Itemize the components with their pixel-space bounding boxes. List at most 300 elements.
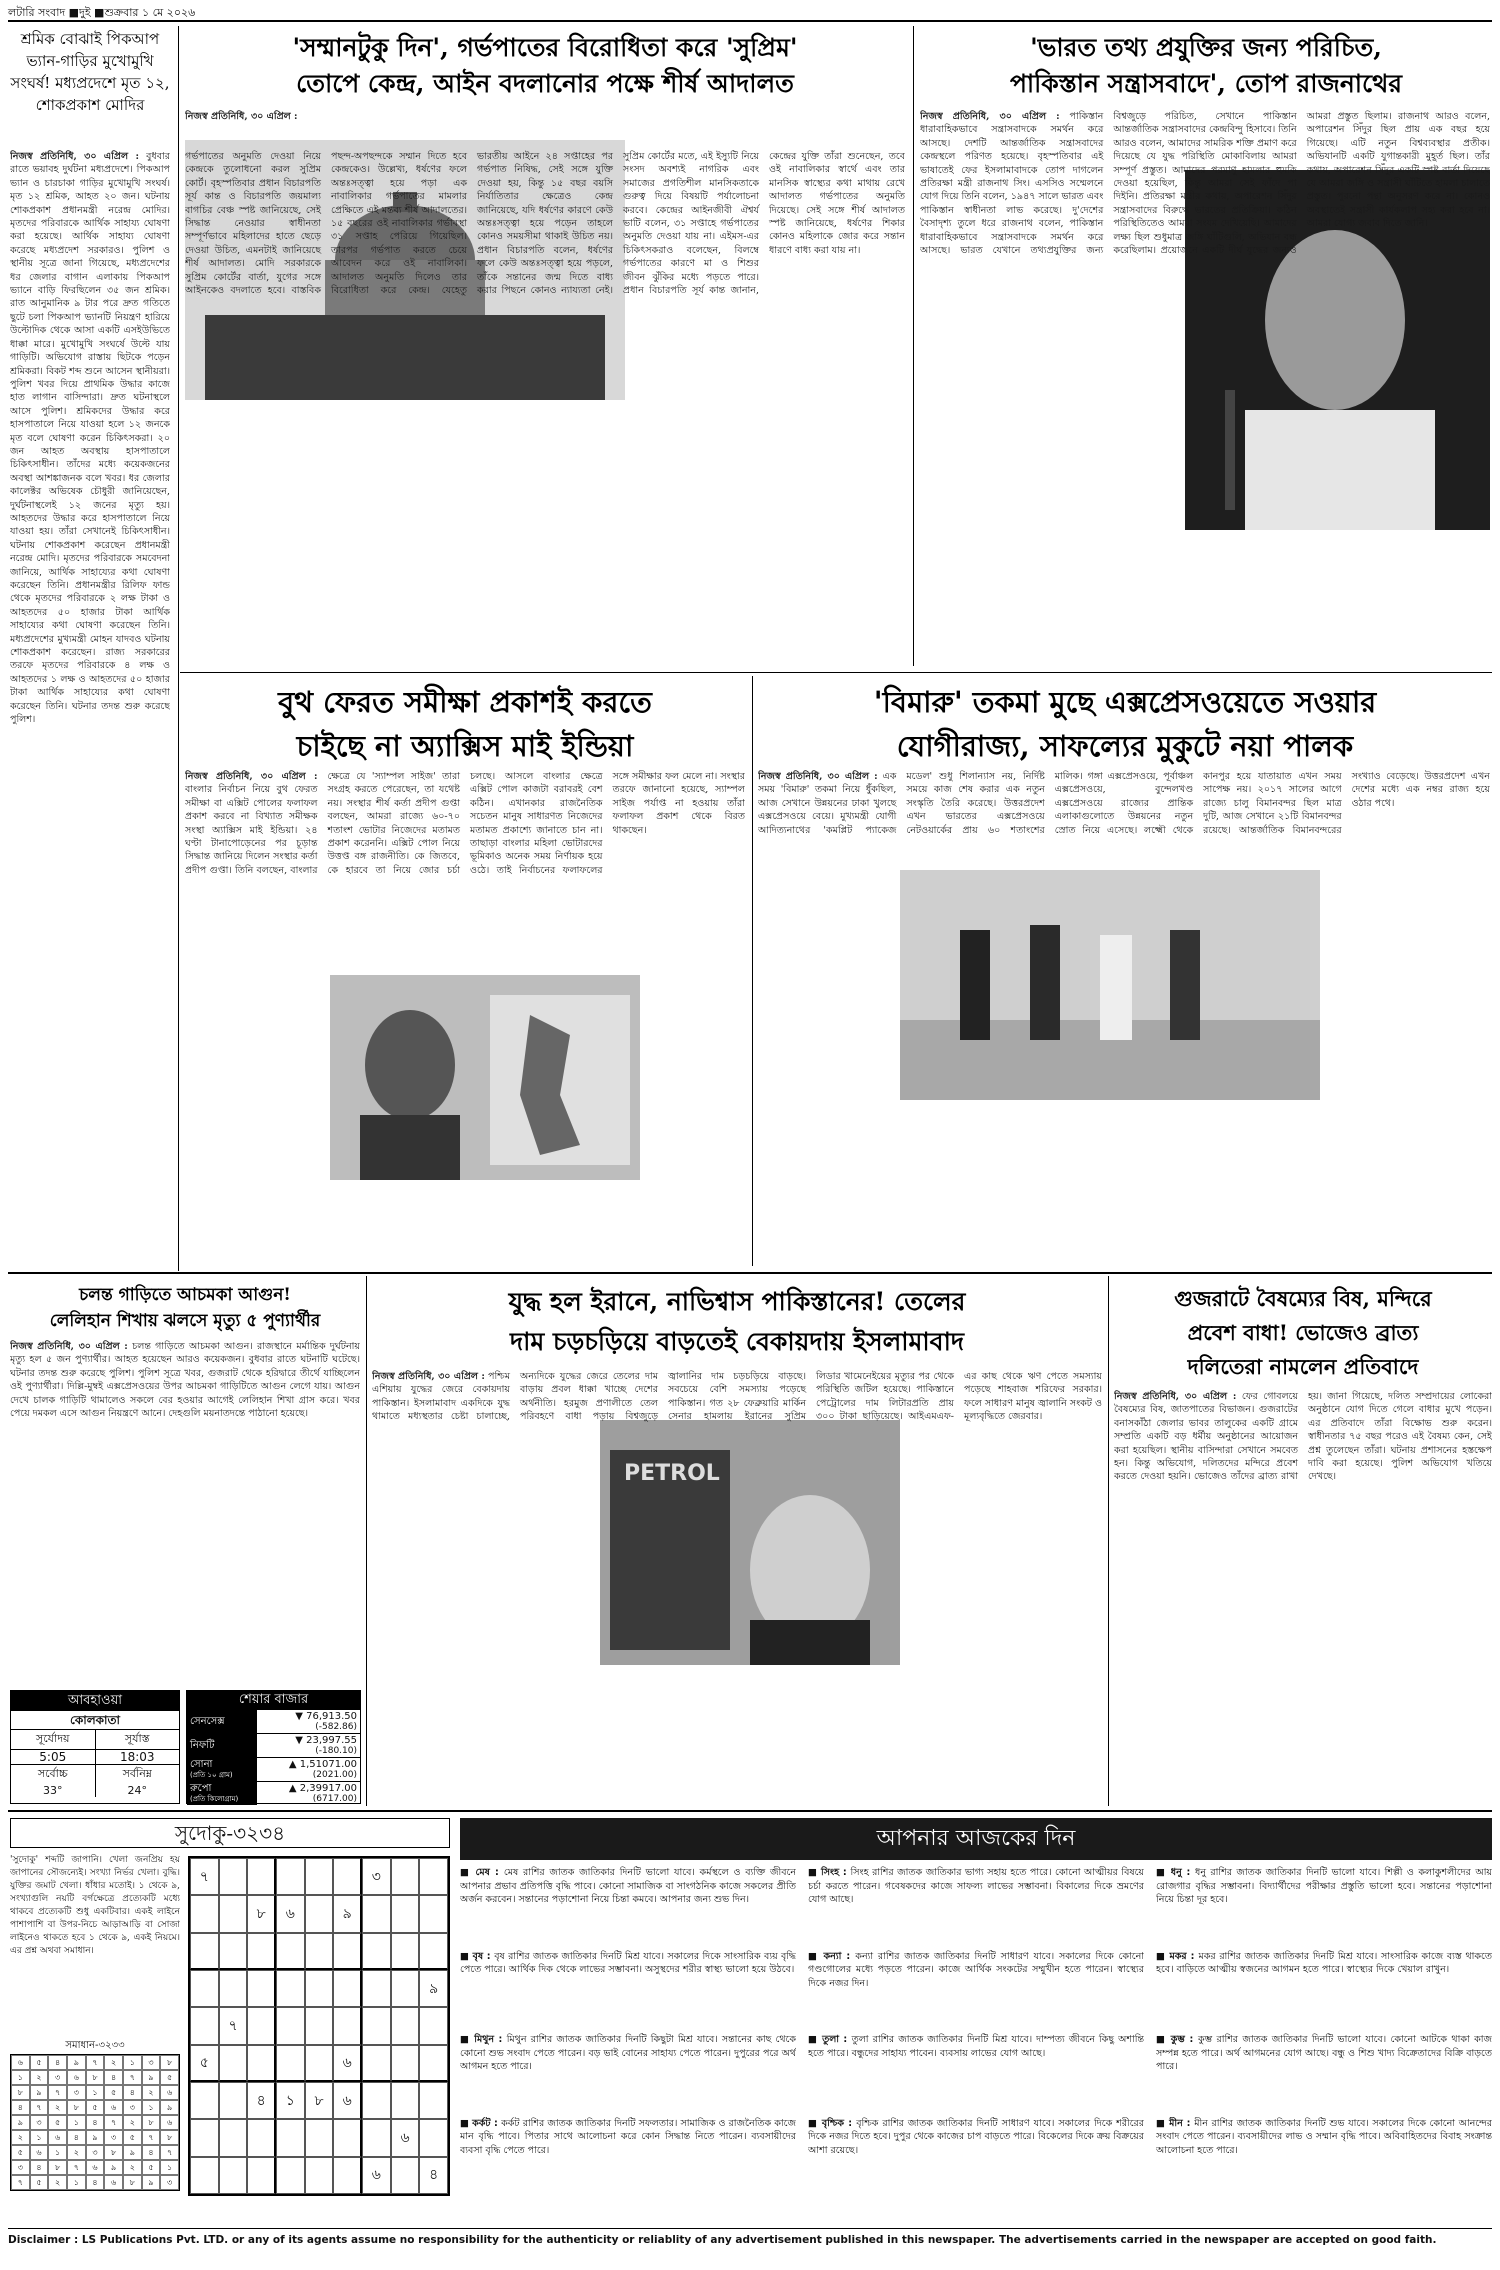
horoscope-sign — [460, 2117, 796, 2197]
sudoku-cell[interactable] — [305, 2119, 334, 2156]
sudoku-puzzle-grid[interactable] — [188, 1856, 450, 2196]
sudoku-cell[interactable] — [247, 1933, 276, 1970]
market-rows — [187, 1709, 360, 1805]
horoscope-sign — [460, 2033, 796, 2113]
sudoku-cell[interactable] — [276, 1933, 305, 1970]
sudoku-cell[interactable]: ৬ — [333, 2045, 362, 2082]
sudoku-cell[interactable]: ৪ — [247, 2082, 276, 2119]
square-bullet-icon: ■ — [1156, 1867, 1171, 1878]
horoscope-sign — [1156, 1950, 1492, 2030]
solution-cell: ৬ — [104, 2100, 123, 2115]
square-bullet-icon: ■ — [1156, 2034, 1171, 2045]
sudoku-cell[interactable] — [419, 1858, 448, 1895]
sudoku-cell[interactable] — [276, 1858, 305, 1895]
column-divider — [178, 26, 179, 1271]
square-bullet-icon: ■ — [460, 1950, 473, 1962]
rajnath-body-text: পাকিস্তান ধারাবাহিকভাবে সন্ত্রাসবাদকে সমর্থন করে আসছে। দেশটি আন্তর্জাতিক সন্ত্রাসবাদের কেন্দ্রস্থলে পরিণত হয়েছে। বৃহস্পতিবার এই ভাষাতেই ফের ইসলামাবাদকে তোপ দাগলেন প্রতিরক্ষা মন্ত্রী রাজনাথ সিং। এসসিও সম্মেলনে যোগ দিয়ে তিনি বলেন, ১৯৪৭ সালে ভারত এবং পাকিস্তান স্বাধীনতা লাভ করেছে। দু'দেশের বৈসাদৃশ্য তুলে ধরে রাজনাথ বলেন, পাকিস্তান ধারাবাহিকভাবে সন্ত্রাসবাদকে সমর্থন করে আসছে। ভারত যেখানে তথ্যপ্রযুক্তির জন্য বিশ্বজুড়ে পরিচিত, সেখানে পাকিস্তান আন্তর্জাতিক সন্ত্রাসবাদের কেন্দ্রবিন্দু হিসাবে। তিনি আরও বলেন, আমাদের সামরিক শক্তি প্রমাণ করে দিয়েছে যে যুদ্ধ পরিস্থিতি মোকাবিলায় আমরা সম্পূর্ণ প্রস্তুত। আমাদের পরমাণু হামলার হুমকি দেওয়া হয়েছিল, কিন্তু আমরা সেই ফাঁদে পা দিইনি। প্রতিরক্ষা মন্ত্রীর কথায়, অপারেশন সিঁদুর সন্ত্রাসবাদের বিরুদ্ধে ভারতের প্রতিক্রিয়া। কঠিন পরিস্থিতিতেও আমরা সংযম দেখিয়েছি। আমাদের লক্ষ্য ছিল শুধুমাত্র জঙ্গি ঘাঁটিগুলি, অভিযান বন্ধ করেছিলাম। প্রয়োজনে একটি দীর্ঘ যুদ্ধের জন্যও আমরা প্রস্তুত ছিলাম। রাজনাথ আরও বলেন, অপারেশন সিঁদুর ছিল প্রায় এক বছর হয়ে গিয়েছে। এটি নতুন বিশ্বব্যবস্থার প্রতীক। অভিযানটি একটি যুগান্তকারী মুহূর্ত ছিল। তাঁর কথায়, অপারেশন সিঁদুর একটি স্পষ্ট বার্তা দিয়েছে যে আমরা জঙ্গি ও সন্ত্রাসী ঘাঁটিতে হামলা চালাতে প্রস্তুত। পুরনো পন্থা অনুসরণ করে না। কোনও অবস্থাতেই সন্ত্রাসী কার্যকলাপ সহ্য করা হবে না। আমরা যোগ্য জবাব দিতে জানি। — [920, 111, 1490, 257]
sudoku-cell[interactable] — [362, 1933, 391, 1970]
yogi-headline-line-2: যোগীরাজ্য, সাফল্যের মুকুটে নয়া পালক — [896, 729, 1354, 763]
solution-cell: ১ — [11, 2070, 30, 2085]
sudoku-cell[interactable] — [247, 1970, 276, 2007]
sudoku-cell[interactable]: ৮ — [305, 2082, 334, 2119]
market-change: (2021.00) — [312, 1769, 357, 1780]
column-divider — [752, 676, 753, 1266]
solution-cell: ২ — [30, 2070, 49, 2085]
sudoku-cell[interactable] — [333, 2119, 362, 2156]
solution-cell: ৩ — [86, 2145, 105, 2160]
horoscope-sign — [1156, 1866, 1492, 1946]
fire-body-text: চলন্ত গাড়িতে আচমকা আগুন। রাজস্থানে মর্মান্তিক দুর্ঘটনায় মৃত্যু হল ৫ জন পুণ্যার্থীর। আহত হয়েছেন আরও কয়েকজন। বুধবার রাতে ঘটনাটি ঘটেছে। ঘটনার তদন্ত শুরু করেছে পুলিশ। পুলিশ সূত্রে খবর, গুজরাট থেকে হরিদ্বারে তীর্থে যাচ্ছিলেন ওই পুণ্যার্থীরা। দিল্লি-মুম্বই এক্সপ্রেসওয়ের উপর আচমকা গাড়িটিতে আগুন লেগে যায়। আগুন দেখে চালক গাড়িটি থামালেও সকলে বের হওয়ার আগেই লেলিহান শিখা গ্রাস করে। খবর পেয়ে দমকল এসে আগুন নিয়ন্ত্রণে আনে। দেহগুলি ময়নাতদন্তে পাঠানো হয়েছে। — [10, 1341, 360, 1420]
sudoku-cell[interactable] — [305, 2007, 334, 2044]
solution-cell: ৩ — [48, 2070, 67, 2085]
column-divider — [913, 26, 914, 666]
solution-cell: ৭ — [67, 2160, 86, 2175]
horoscope-sign — [808, 2033, 1144, 2113]
solution-cell: ৫ — [160, 2070, 179, 2085]
solution-cell: ৪ — [86, 2175, 105, 2190]
sudoku-cell[interactable] — [219, 1970, 248, 2007]
square-bullet-icon: ■ — [808, 1950, 824, 1962]
sudoku-cell[interactable] — [419, 2119, 448, 2156]
horoscope-sign-name: কর্কট : — [472, 2117, 502, 2129]
solution-cell: ৮ — [104, 2145, 123, 2160]
sudoku-cell[interactable] — [362, 2007, 391, 2044]
solution-cell: ৮ — [142, 2115, 161, 2130]
horoscope-sign-text: বৃশ্চিক রাশির জাতক জাতিকার দিনটি সাধারণ যাবে। সকালের দিকে শরীরের দিকে নজর দিতে হবে। দুপুর থেকে কাজের চাপ বাড়তে পারে। বিকেলের দিকে ক্রয় বিক্রয়ের আশা রয়েছে। — [808, 2117, 1144, 2156]
solution-cell: ৭ — [160, 2145, 179, 2160]
sudoku-cell[interactable] — [419, 2045, 448, 2082]
sudoku-cell[interactable] — [190, 2157, 219, 2194]
solution-cell: ৩ — [104, 2130, 123, 2145]
market-label-sub: (প্রতি ১০ গ্রাম) — [190, 1770, 233, 1779]
sudoku-cell[interactable] — [190, 2082, 219, 2119]
page-masthead: লটারি সংবাদ ■দুই ■শুক্রবার ১ মে ২০২৬ — [8, 6, 196, 19]
horoscope-sign-text: কুম্ভ রাশির জাতক জাতিকার দিনটি ভালো যাবে। কোনো আটকে থাকা কাজ সম্পন্ন হতে পারে। অর্থ আগমনের যোগ আছে। বন্ধু ও শিশু খাদ্য বিক্রেতাদের বিক্রি বাড়তে পারে। — [1156, 2034, 1492, 2073]
market-label — [187, 1710, 257, 1733]
sudoku-cell[interactable]: ৬ — [362, 2157, 391, 2194]
solution-cell: ৮ — [160, 2055, 179, 2070]
triangle-up-icon: ▲ — [288, 1782, 300, 1794]
triangle-down-icon: ▼ — [295, 1734, 307, 1746]
exit-poll-headline-line-2: চাইছে না অ্যাক্সিস মাই ইন্ডিয়া — [296, 729, 634, 763]
solution-cell: ৮ — [48, 2160, 67, 2175]
solution-cell: ৬ — [67, 2070, 86, 2085]
square-bullet-icon: ■ — [1156, 1950, 1170, 1962]
rajnath-headline-line-2: পাকিস্তান সন্ত্রাসবাদে', তোপ রাজনাথের — [1009, 69, 1403, 98]
square-bullet-icon: ■ — [460, 2034, 475, 2045]
solution-cell: ৮ — [160, 2130, 179, 2145]
sudoku-cell[interactable] — [362, 1970, 391, 2007]
horoscope-sign-name: মীন : — [1169, 2117, 1195, 2129]
horoscope-sign — [1156, 2033, 1492, 2113]
sudoku-cell[interactable] — [419, 2007, 448, 2044]
gujarat-byline: নিজস্ব প্রতিনিধি, ৩০ এপ্রিল : — [1114, 1391, 1237, 1402]
market-label-sub: (প্রতি কিলোগ্রাম) — [190, 1794, 239, 1803]
horoscope-sign-text: কন্যা রাশির জাতক জাতিকার দিনটি সাধারণ যাবে। সকালের দিকে কোনো গণ্ডগোলের মধ্যে পড়তে পারেন। কাজে আর্থিক সংকটের সম্মুখীন হতে পারেন। স্বাস্থ্যের দিকে নজর দিন। — [808, 1950, 1144, 1989]
market-row — [187, 1757, 360, 1781]
market-label — [187, 1758, 257, 1781]
side-story-body — [10, 150, 170, 1260]
section-rule — [8, 1272, 1492, 1274]
sudoku-cell[interactable] — [305, 1933, 334, 1970]
solution-cell: ৩ — [30, 2115, 49, 2130]
sudoku-cell[interactable] — [276, 2045, 305, 2082]
exit-poll-byline: নিজস্ব প্রতিনিধি, ৩০ এপ্রিল : — [185, 771, 318, 782]
sudoku-cell[interactable] — [219, 2082, 248, 2119]
sudoku-cell[interactable] — [333, 1858, 362, 1895]
iran-headline — [372, 1282, 1102, 1362]
triangle-down-icon: ▼ — [295, 1710, 307, 1722]
sudoku-cell[interactable] — [247, 2157, 276, 2194]
fire-byline: নিজস্ব প্রতিনিধি, ৩০ এপ্রিল : — [10, 1341, 128, 1352]
sudoku-cell[interactable] — [190, 1895, 219, 1932]
sudoku-cell[interactable] — [391, 1895, 420, 1932]
iran-body-text: পশ্চিম এশিয়ায় যুদ্ধের জেরে বেকায়দায় পাকিস্তান। ইসলামাবাদ একদিকে যুদ্ধ থামাতে মধ্যস্থতার চেষ্টা চালাচ্ছে, অন্যদিকে যুদ্ধের জেরে তেলের দাম বাড়ায় প্রবল ধাক্কা খাচ্ছে দেশের অর্থনীতি। হরমুজ প্রণালীতে তেল পরিবহণে বাধা পড়ায় বিশ্বজুড়ে জ্বালানির দাম চড়চড়িয়ে বাড়ছে। সবচেয়ে বেশি সমস্যায় পড়েছে পাকিস্তান। গত ২৮ ফেব্রুয়ারি মার্কিন সেনার হামলায় ইরানের সুপ্রিম লিডার খামেনেইয়ের মৃত্যুর পর থেকে পরিস্থিতি জটিল হয়েছে। পাকিস্তানে পেট্রোলের দাম লিটারপ্রতি প্রায় ৩০০ টাকা ছাড়িয়েছে। আইএমএফ-এর কাছ থেকে ঋণ পেতে সমস্যায় পড়েছে শাহবাজ শরিফের সরকার। ফলে সাধারণ মানুষ জ্বালানি সংকট ও মূল্যবৃদ্ধিতে জেরবার। — [372, 1371, 1102, 1423]
solution-cell: ৫ — [142, 2160, 161, 2175]
rajnath-byline: নিজস্ব প্রতিনিধি, ৩০ এপ্রিল : — [920, 111, 1060, 122]
solution-cell: ৪ — [86, 2115, 105, 2130]
square-bullet-icon: ■ — [460, 1867, 476, 1878]
horoscope-grid — [460, 1866, 1492, 2196]
square-bullet-icon: ■ — [808, 2034, 823, 2045]
sudoku-cell[interactable] — [276, 2119, 305, 2156]
sudoku-cell[interactable] — [362, 2119, 391, 2156]
fire-headline-line-2: লেলিহান শিখায় ঝলসে মৃত্যু ৫ পুণ্যার্থীর — [49, 1311, 321, 1331]
solution-cell: ৫ — [11, 2145, 30, 2160]
disclaimer: Disclaimer : LS Publications Pvt. LTD. or any of its agents assume no responsibility for the authenticity or reliablity of any advertisement published in this newspaper. The advertisements carried in the newspaper are accepted on good faith. — [8, 2228, 1492, 2252]
sudoku-cell[interactable] — [305, 2045, 334, 2082]
yogi-headline-line-1: 'বিমারু' তকমা মুছে এক্সপ্রেসওয়েতে সওয়ার — [873, 685, 1377, 719]
solution-cell: ৭ — [104, 2115, 123, 2130]
solution-cell: ২ — [67, 2145, 86, 2160]
weather-box — [10, 1690, 180, 1804]
horoscope-sign-name: বৃষ : — [472, 1950, 495, 1962]
sudoku-cell[interactable] — [305, 1970, 334, 2007]
sudoku-cell[interactable] — [333, 2157, 362, 2194]
horoscope-sign-name: ধনু : — [1170, 1867, 1195, 1878]
sudoku-cell[interactable] — [419, 1895, 448, 1932]
rajnath-headline-line-1: 'ভারত তথ্য প্রযুক্তির জন্য পরিচিত, — [1030, 33, 1382, 62]
yogi-byline: নিজস্ব প্রতিনিধি, ৩০ এপ্রিল : — [758, 771, 878, 782]
sudoku-cell[interactable] — [362, 2045, 391, 2082]
rajnath-body — [920, 110, 1490, 665]
solution-cell: ৬ — [48, 2130, 67, 2145]
section-rule — [180, 672, 1492, 673]
gujarat-headline-line-3: দলিতেরা নামলেন প্রতিবাদে — [1187, 1354, 1419, 1379]
market-label-text: রুপো — [190, 1782, 212, 1794]
sudoku-cell[interactable] — [219, 2119, 248, 2156]
solution-cell: ৫ — [30, 2055, 49, 2070]
horoscope-sign-text: তুলা রাশির জাতক জাতিকার দিনটি মিশ্র যাবে। দাম্পত্য জীবনে কিছু অশান্তি হতে পারে। বন্ধুদের সাহায্য পাবেন। ব্যবসায় লাভের যোগ আছে। — [808, 2034, 1144, 2059]
horoscope-sign-name: মেষ : — [475, 1867, 504, 1878]
sudoku-cell[interactable] — [219, 1858, 248, 1895]
sc-headline-line-1: 'সম্মানটুকু দিন', গর্ভপাতের বিরোধিতা করে 'সুপ্রিম' — [292, 33, 798, 62]
section-rule — [8, 1810, 1492, 1812]
solution-cell: ৭ — [11, 2175, 30, 2190]
weather-title: আবহাওয়া — [11, 1691, 179, 1711]
solution-cell: ৯ — [142, 2070, 161, 2085]
market-label — [187, 1734, 257, 1757]
solution-cell: ৮ — [67, 2100, 86, 2115]
solution-cell: ৫ — [104, 2085, 123, 2100]
horoscope-sign-text: সিংহ রাশির জাতক জাতিকার ভাগ্য সহায় হতে পারে। কোনো আত্মীয়র বিষয়ে চর্চা করতে পারেন। গবেষকদের কাজে সাফল্য লাভের সম্ভাবনা। বিকালের দিকে ভ্রমণের যোগ আছে। — [808, 1867, 1144, 1906]
solution-cell: ৯ — [11, 2115, 30, 2130]
solution-cell: ৫ — [86, 2100, 105, 2115]
column-divider — [366, 1276, 367, 1806]
solution-cell: ৯ — [142, 2175, 161, 2190]
horoscope-sign-text: ধনু রাশির জাতক জাতিকার দিনটি ভালো যাবে। শিল্পী ও কলাকুশলীদের আয় রোজগার বৃদ্ধির সম্ভাবনা। বিদ্যার্থীদের পরীক্ষার প্রস্তুতি ভালো হবে। সন্তানের পড়াশোনা নিয়ে চিন্তা দূর হবে। — [1156, 1867, 1492, 1906]
svg-text:PETROL: PETROL — [624, 1461, 720, 1486]
sudoku-cell[interactable] — [247, 1858, 276, 1895]
horoscope-sign-text: মেষ রাশির জাতক জাতিকার দিনটি ভালো যাবে। কর্মস্থলে ও ব্যক্তি জীবনে আপনার প্রভাব প্রতিপত্তি বৃদ্ধি পাবে। কোনো সামাজিক বা সাংগঠনিক কাজে সকলের প্রীতি অর্জন করবেন। সন্তানের পড়াশোনা নিয়ে চিন্তা কমবে। আপনার জন্য শুভ দিন। — [460, 1867, 796, 1906]
market-row — [187, 1781, 360, 1805]
horoscope-sign — [460, 1950, 796, 2030]
solution-cell: ৫ — [30, 2175, 49, 2190]
solution-cell: ৪ — [11, 2100, 30, 2115]
horoscope-sign — [808, 1866, 1144, 1946]
side-story-text: বুধবার রাতে ভয়াবহ দুর্ঘটনা মধ্যপ্রদেশে। পিকআপ ভ্যান ও চারচাকা গাড়ির মুখোমুখি সংঘর্ষ। মৃত ১২ শ্রমিক, আহত ২০ জন। ঘটনায় শোকপ্রকাশ প্রধানমন্ত্রী নরেন্দ্র মোদির। মৃতদের পরিবারকে আর্থিক সাহায্য ঘোষণা করা হয়েছে। আর্থিক সাহায্য ঘোষণা করেছে মধ্যপ্রদেশ সরকারও। পুলিশ ও স্থানীয় সূত্রে জানা গিয়েছে, মধ্যপ্রদেশের ধর জেলার বাগান এলাকায় পিকআপ ভ্যানে বাড়ি ফিরছিলেন ৩৫ জন শ্রমিক। রাত আনুমানিক ৯ টার পরে দ্রুত গতিতে ছুটে চলা পিকআপ ভ্যানটি নিয়ন্ত্রণ হারিয়ে উল্টোদিক থেকে আসা একটি এসইউভিতে ধাক্কা মারে। মুখোমুখি সংঘর্ষে উল্টে যায় গাড়িটি। অভিযোগ রাস্তায় ছিটকে পড়েন শ্রমিকরা। বিকট শব্দ শুনে আসেন স্থানীয়রা। পুলিশ খবর দিয়ে প্রাথমিক উদ্ধার কাজে হাত লাগান বাসিন্দারা। দ্রুত ঘটনাস্থলে আসে পুলিশ। শ্রমিকদের উদ্ধার করে হাসপাতালে নিয়ে যাওয়া হলে ১২ জনকে মৃত বলে ঘোষণা করেন চিকিৎসকরা। ২০ জন আহত অবস্থায় হাসপাতালে চিকিৎসাধীন। তাঁদের মধ্যে কয়েকজনের অবস্থা আশঙ্কাজনক বলে খবর। ধর জেলার কালেক্টর অভিষেক চৌধুরী জানিয়েছেন, দুর্ঘটনাস্থলেই ১২ জনের মৃত্যু হয়। আহতদের উদ্ধার করে হাসপাতালে নিয়ে যাওয়া হয়। তাঁরা সেখানেই চিকিৎসাধীন। ঘটনায় শোকপ্রকাশ করেছেন প্রধানমন্ত্রী নরেন্দ্র মোদি। মৃতদের পরিবারকে সমবেদনা জানিয়ে, আর্থিক সাহায্যের কথা ঘোষণা করেছেন তিনি। প্রধানমন্ত্রীর রিলিফ ফান্ড থেকে মৃতদের পরিবারকে ২ লক্ষ টাকা ও আহতদের ৫০ হাজার টাকা আর্থিক সাহায্যের কথা ঘোষণা করেছেন তিনি। মধ্যপ্রদেশের মুখ্যমন্ত্রী মোহন যাদবও ঘটনায় শোকপ্রকাশ করেছেন। রাজ্য সরকারের তরফে মৃতদের পরিবারকে ৪ লক্ষ ও আহতদের ১ লক্ষ ও আহতদের ৫০ হাজার টাকা আর্থিক সাহায্যের কথা ঘোষণা করেছেন তিনি। ঘটনার তদন্ত শুরু করেছে পুলিশ। — [10, 151, 170, 726]
solution-cell: ৪ — [48, 2055, 67, 2070]
market-row — [187, 1733, 360, 1757]
solution-cell: ১ — [67, 2175, 86, 2190]
sudoku-cell[interactable]: ৪ — [419, 2157, 448, 2194]
sudoku-cell[interactable]: ১ — [276, 2082, 305, 2119]
sudoku-cell[interactable]: ৬ — [276, 1895, 305, 1932]
horoscope-sign-text: মিথুন রাশির জাতক জাতিকার দিনটি কিছুটা মিশ্র যাবে। সন্তানের কাছ থেকে কোনো শুভ সংবাদ পেতে পারেন। বড় ভাই বোনের সাহায্য পেতে পারেন। দুপুরের পরে অর্থ আগমন হতে পারে। — [460, 2034, 796, 2073]
market-title: শেয়ার বাজার — [187, 1691, 360, 1709]
sudoku-cell[interactable] — [333, 1933, 362, 1970]
sudoku-cell[interactable] — [333, 1970, 362, 2007]
sudoku-cell[interactable] — [276, 1970, 305, 2007]
sudoku-cell[interactable]: ৩ — [362, 1858, 391, 1895]
horoscope-sign-name: সিংহ : — [821, 1867, 851, 1878]
solution-cell: ৯ — [160, 2100, 179, 2115]
sudoku-cell[interactable] — [391, 1970, 420, 2007]
sunset-time: 18:03 — [119, 1750, 155, 1764]
solution-cell: ২ — [48, 2175, 67, 2190]
market-value: 1,51071.00 — [299, 1758, 357, 1770]
horoscope-sign-name: তুলা : — [822, 2034, 852, 2045]
horoscope-title: আপনার আজকের দিন — [460, 1818, 1492, 1860]
fire-body — [10, 1340, 360, 1680]
solution-cell: ৭ — [142, 2130, 161, 2145]
sudoku-cell[interactable] — [391, 2157, 420, 2194]
solution-cell: ৯ — [86, 2130, 105, 2145]
sudoku-cell[interactable] — [190, 2119, 219, 2156]
sudoku-cell[interactable] — [190, 2007, 219, 2044]
sudoku-cell[interactable] — [219, 2157, 248, 2194]
sudoku-cell[interactable] — [362, 2082, 391, 2119]
sudoku-cell[interactable] — [362, 1895, 391, 1932]
sunrise-time: 5:05 — [11, 1750, 96, 1764]
min-temp: 24° — [127, 1784, 147, 1797]
solution-cell: ৮ — [123, 2175, 142, 2190]
solution-cell: ৯ — [104, 2160, 123, 2175]
iran-byline: নিজস্ব প্রতিনিধি, ৩০ এপ্রিল : — [372, 1371, 485, 1382]
horoscope-sign — [808, 2117, 1144, 2197]
sudoku-cell[interactable] — [305, 1858, 334, 1895]
sc-byline: নিজস্ব প্রতিনিধি, ৩০ এপ্রিল : — [185, 111, 298, 122]
solution-cell: ২ — [48, 2100, 67, 2115]
horoscope-sign-name: কন্যা : — [823, 1950, 856, 1962]
market-change: (-180.10) — [315, 1745, 357, 1756]
solution-cell: ৩ — [160, 2175, 179, 2190]
horoscope-sign — [460, 1866, 796, 1946]
solution-cell: ২ — [11, 2130, 30, 2145]
solution-cell: ৬ — [11, 2055, 30, 2070]
horoscope-sign-name: মকর : — [1169, 1950, 1199, 1962]
market-row — [187, 1709, 360, 1733]
yogi-headline — [758, 680, 1492, 768]
solution-cell: ৪ — [104, 2070, 123, 2085]
rajnath-headline — [920, 30, 1492, 102]
solution-cell: ১ — [30, 2130, 49, 2145]
solution-cell: ৪ — [67, 2130, 86, 2145]
solution-cell: ৪ — [123, 2085, 142, 2100]
solution-cell: ৩ — [123, 2100, 142, 2115]
horoscope-sign-text: মীন রাশির জাতক জাতিকার দিনটি শুভ যাবে। সকালের দিকে কোনো আনন্দের সংবাদ পেতে পারেন। ব্যবসায়ীদের লাভ ও সম্মান বৃদ্ধি পাবে। অবিবাহিতদের বিবাহ সংক্রান্ত আলোচনা হতে পারে। — [1156, 2117, 1492, 2156]
exit-poll-body-text: বাংলার নির্বাচন নিয়ে বুথ ফেরত সমীক্ষা বা এক্সিট পোলের ফলাফল প্রকাশ করবে না বিখ্যাত সমীক্ষক সংস্থা অ্যাক্সিস মাই ইন্ডিয়া। ২৪ ঘণ্টা টানাপোড়েনের পর চূড়ান্ত সিদ্ধান্ত জানিয়ে দিলেন সংস্থার কর্তা প্রদীপ গুপ্তা। তিনি বলছেন, বাংলার ক্ষেত্রে যে 'স্যাম্পল সাইজ' তারা সংগ্রহ করতে পেরেছেন, তা যথেষ্ট নয়। সংস্থার শীর্ষ কর্তা প্রদীপ গুপ্তা বলছেন, আমরা রাজ্যে ৬০-৭০ শতাংশ ভোটার নিজেদের মতামত প্রকাশ করেননি। এক্সিট পোল নিয়ে উত্তপ্ত বঙ্গ রাজনীতি। কে জিতবে, কে হারবে তা নিয়ে জোর চর্চা চলছে। আসলে বাংলার ক্ষেত্রে এক্সিট পোল কাজটা বরাবরই বেশ কঠিন। এখানকার রাজনৈতিক সচেতন মানুষ সাধারণত নিজেদের মতামত প্রকাশ্যে জানাতে চান না। তাছাড়া বাংলার মহিলা ভোটারদের ভূমিকাও অনেক সময় নির্ণায়ক হয়ে ওঠে। তাই নির্বাচনের ফলাফলের সঙ্গে সমীক্ষার ফল মেলে না। সংস্থার তরফে জানানো হয়েছে, স্যাম্পল সাইজ পর্যাপ্ত না হওয়ায় তাঁরা ফলাফল প্রকাশ থেকে বিরত থাকছেন। — [185, 771, 745, 876]
horoscope-sign-name: মিথুন : — [474, 2034, 507, 2045]
sudoku-cell[interactable]: ৬ — [333, 2082, 362, 2119]
exit-poll-body — [185, 770, 745, 1270]
sudoku-cell[interactable] — [247, 2007, 276, 2044]
solution-cell: ১ — [48, 2145, 67, 2160]
sudoku-cell[interactable]: ৭ — [190, 1858, 219, 1895]
solution-cell: ১ — [160, 2160, 179, 2175]
solution-cell: ৩ — [142, 2055, 161, 2070]
market-label-text: সোনা — [190, 1758, 213, 1770]
sudoku-cell[interactable] — [391, 2007, 420, 2044]
horoscope-sign — [808, 1950, 1144, 2030]
sunset-label: সূর্যাস্ত — [124, 1732, 150, 1745]
solution-cell: ২ — [123, 2115, 142, 2130]
max-temp-label: সর্বোচ্চ — [37, 1767, 68, 1780]
horoscope-sign — [1156, 2117, 1492, 2197]
square-bullet-icon: ■ — [808, 1867, 821, 1878]
masthead-rule — [8, 20, 1492, 22]
sc-body-text: গর্ভপাতের অনুমতি দেওয়া নিয়ে কেন্দ্রকে তুলোধনো করল সুপ্রিম কোর্ট। বৃহস্পতিবার প্রধান বিচারপতি সূর্য কান্ত ও বিচারপতি জয়মাল্য বাগচির বেঞ্চ স্পষ্ট জানিয়েছে, সেই সিদ্ধান্ত নেওয়ার স্বাধীনতা সম্পূর্ণভাবে মহিলাদের হাতে ছেড়ে দেওয়া উচিত, এমনটাই জানিয়েছে শীর্ষ আদালত। মোদি সরকারকে সুপ্রিম কোর্টের বার্তা, যুগের সঙ্গে আইনকেও বদলাতে হবে। বাস্তবিক পছন্দ-অপছন্দকে সম্মান দিতে হবে কেন্দ্রকেও। উল্লেখ্য, ধর্ষণের ফলে অন্তঃসত্ত্বা হয়ে পড়া এক নাবালিকার গর্ভপাতের মামলার প্রেক্ষিতে এই মন্তব্য শীর্ষ আদালতের। ১৫ বছরের ওই নাবালিকার গর্ভাবস্থা ৩১ সপ্তাহ পেরিয়ে গিয়েছিল। তারপর গর্ভপাত করতে চেয়ে আবেদন করে ওই নাবালিকা। আদালত অনুমতি দিলেও তার বিরোধিতা করে কেন্দ্র। যেহেতু ভারতীয় আইনে ২৪ সপ্তাহের পর গর্ভপাত নিষিদ্ধ, সেই সঙ্গে যুক্তি দেওয়া হয়, কিন্তু ১৫ বছর বয়সি নির্যাতিতার ক্ষেত্রেও কেন্দ্র জানিয়েছে, যদি ধর্ষণের কারণে কেউ অন্তঃসত্ত্বা হয়ে পড়েন তাহলে কোনও সময়সীমা থাকাই উচিত নয়। প্রধান বিচারপতি বলেন, ধর্ষণের ফলে কেউ অন্তঃসত্ত্বা হয়ে পড়লে, তাঁকে সন্তানের জন্ম দিতে বাধ্য করার পিছনে কোনও ন্যায্যতা নেই। সুপ্রিম কোর্টের মতে, এই ইস্যুটি নিয়ে সংসদ অবশ্যই নাগরিক এবং সমাজের প্রগতিশীল মানসিকতাকে গুরুত্ব দিয়ে বিষয়টি পর্যালোচনা করবে। কেন্দ্রের আইনজীবী ঐশ্বর্য ভাটি বলেন, ৩১ সপ্তাহে গর্ভপাতের অনুমতি দেওয়া যায় না। এইমস-এর চিকিৎসকরাও বলেছেন, বিলম্বে গর্ভপাতের কারণে মা ও শিশুর জীবন ঝুঁকির মধ্যে পড়তে পারে। প্রধান বিচারপতি সূর্য কান্ত জানান, কেন্দ্রের যুক্তি তাঁরা শুনেছেন, তবে ওই নাবালিকার স্বার্থে এবং তার মানসিক স্বাস্থ্যের কথা মাথায় রেখে আদালত গর্ভপাতের অনুমতি দিয়েছে। সেই সঙ্গে শীর্ষ আদালত স্পষ্ট জানিয়েছে, ধর্ষণের শিকার কোনও মহিলাকে জোর করে সন্তান ধারণে বাধ্য করা যায় না। — [185, 151, 905, 297]
sudoku-cell[interactable] — [419, 1933, 448, 1970]
yogi-body — [758, 770, 1490, 1270]
sudoku-cell[interactable]: ৯ — [419, 1970, 448, 2007]
sudoku-cell[interactable]: ৯ — [333, 1895, 362, 1932]
market-value: 2,39917.00 — [299, 1782, 357, 1794]
gujarat-headline — [1114, 1282, 1492, 1384]
solution-cell: ১ — [86, 2085, 105, 2100]
sudoku-cell[interactable] — [276, 2007, 305, 2044]
solution-cell: ৭ — [30, 2100, 49, 2115]
sudoku-cell[interactable]: ৫ — [190, 2045, 219, 2082]
solution-cell: ১ — [142, 2100, 161, 2115]
fire-headline — [10, 1282, 360, 1334]
sudoku-solution-title: সমাধান-৩২৩৩ — [65, 2040, 125, 2051]
column-divider — [1108, 1276, 1109, 1806]
gujarat-body — [1114, 1390, 1492, 1800]
solution-cell: ৬ — [104, 2175, 123, 2190]
sudoku-cell[interactable] — [219, 2045, 248, 2082]
solution-cell: ৬ — [160, 2115, 179, 2130]
sudoku-cell[interactable] — [190, 1970, 219, 2007]
sudoku-cell[interactable] — [219, 1933, 248, 1970]
min-temp-label: সর্বনিম্ন — [122, 1767, 152, 1780]
solution-cell: ৮ — [11, 2085, 30, 2100]
sudoku-cell[interactable] — [333, 2007, 362, 2044]
sudoku-cell[interactable] — [190, 1933, 219, 1970]
exit-poll-headline — [185, 680, 745, 768]
solution-cell: ৭ — [86, 2055, 105, 2070]
sudoku-cell[interactable] — [391, 2082, 420, 2119]
square-bullet-icon: ■ — [808, 2117, 822, 2129]
solution-cell: ১ — [123, 2055, 142, 2070]
gujarat-headline-line-2: প্রবেশ বাধা! ভোজেও ব্রাত্য — [1187, 1320, 1419, 1345]
solution-cell: ২ — [104, 2055, 123, 2070]
market-label-text: নিফটি — [190, 1740, 215, 1751]
solution-cell: ৯ — [123, 2145, 142, 2160]
iran-headline-line-1: যুদ্ধ হল ইরানে, নাভিশ্বাস পাকিস্তানের! তেলের — [508, 1287, 966, 1316]
horoscope-sign-name: বৃশ্চিক : — [821, 2117, 857, 2129]
horoscope-sign-name: কুম্ভ : — [1170, 2034, 1198, 2045]
sunrise-label: সূর্যোদয় — [11, 1730, 96, 1749]
solution-cell: ১ — [67, 2115, 86, 2130]
iran-body — [372, 1370, 1102, 1800]
solution-cell: ৩ — [67, 2085, 86, 2100]
market-change: (-582.86) — [315, 1721, 357, 1732]
solution-cell: ৯ — [30, 2085, 49, 2100]
solution-cell: ৮ — [86, 2070, 105, 2085]
sudoku-cell[interactable]: ৬ — [391, 2119, 420, 2156]
solution-cell: ৯ — [67, 2055, 86, 2070]
sudoku-cell[interactable]: ৭ — [219, 2007, 248, 2044]
market-label-text: সেনসেক্স — [190, 1716, 225, 1727]
sudoku-cell[interactable] — [391, 1858, 420, 1895]
sudoku-cell[interactable] — [247, 2119, 276, 2156]
solution-cell: ৬ — [86, 2160, 105, 2175]
solution-cell: ২ — [123, 2160, 142, 2175]
solution-cell: ৩ — [11, 2160, 30, 2175]
weather-city: কোলকাতা — [11, 1711, 179, 1730]
gujarat-body-text: ফের গোবলয়ে বৈষম্যের বিষ, জাতপাতের বিভাজন। গুজরাটের বনাসকাঁঠা জেলার ভাবর তালুকের একটি গ্রামে সম্প্রতি একটি বড় ধর্মীয় অনুষ্ঠানের আয়োজন করা হয়েছিল। স্থানীয় বাসিন্দারা সেখানে সমবেত হন। কিন্তু অভিযোগ, দলিতদের মন্দিরে প্রবেশ করতে দেওয়া হয়নি। ভোজেও তাঁদের ব্রাত্য রাখা হয়। জানা গিয়েছে, দলিত সম্প্রদায়ের লোকেরা অনুষ্ঠানে যোগ দিতে গেলে বাধার মুখে পড়েন। এর প্রতিবাদে তাঁরা বিক্ষোভ শুরু করেন। স্বাধীনতার ৭৫ বছর পরেও এই বৈষম্য কেন, সেই প্রশ্ন তুলেছেন তাঁরা। ঘটনায় প্রশাসনের হস্তক্ষেপ দাবি করা হয়েছে। পুলিশ অভিযোগ খতিয়ে দেখছে। — [1114, 1391, 1492, 1483]
sc-headline — [185, 30, 905, 102]
sudoku-cell[interactable] — [219, 1895, 248, 1932]
horoscope-sign-text: বৃষ রাশির জাতক জাতিকার দিনটি মিশ্র যাবে। সকালের দিকে সাংসারিক ব্যয় বৃদ্ধি পেতে পারে। আর্থিক দিক থেকে লাভের সম্ভাবনা। অসুস্থদের শরীর স্বাস্থ্য ভালো হয়ে উঠবে। — [460, 1950, 796, 1976]
market-label — [187, 1782, 257, 1805]
sudoku-cell[interactable] — [247, 2045, 276, 2082]
sudoku-cell[interactable] — [305, 2157, 334, 2194]
yogi-body-text: এক সময় 'বিমারু' তকমা নিয়ে ধুঁকছিল, আজ সেখানে উন্নয়নের ঢাকা খুলছে এক্সপ্রেসওয়ে বেয়ে। মুখ্যমন্ত্রী যোগী আদিত্যনাথের 'কমপ্লিট প্যাকেজ মডেল' শুধু শিলান্যাস নয়, নির্দিষ্ট সময়ে কাজ শেষ করার এক নতুন সংস্কৃতি তৈরি করেছে। উত্তরপ্রদেশ এখন ভারতের এক্সপ্রেসওয়ে নেটওয়ার্কের প্রায় ৬০ শতাংশের মালিক। গঙ্গা এক্সপ্রেসওয়ে, পূর্বাঞ্চল এক্সপ্রেসওয়ে, বুন্দেলখণ্ড এক্সপ্রেসওয়ে রাজ্যের প্রান্তিক এলাকাগুলোতে উন্নয়নের নতুন স্রোত নিয়ে এসেছে। লক্ষ্মৌ থেকে কানপুর হয়ে যাতায়াত এখন সময় সাপেক্ষ নয়। ২০১৭ সালের আগে রাজ্যে চালু বিমানবন্দর ছিল মাত্র দুটি, আজ সেখানে ২১টি বিমানবন্দর রয়েছে। আন্তর্জাতিক বিমানবন্দরের সংখ্যাও বেড়েছে। উত্তরপ্রদেশ এখন দেশের মধ্যে এক নম্বর রাজ্য হয়ে ওঠার পথে। — [758, 771, 1490, 836]
sudoku-cell[interactable] — [276, 2157, 305, 2194]
square-bullet-icon: ■ — [460, 2117, 473, 2129]
solution-cell: ৭ — [48, 2085, 67, 2100]
horoscope-sign-text: মকর রাশির জাতক জাতিকার দিনটি মিশ্র যাবে। সাংসারিক কাজে ব্যস্ত থাকতে হবে। বাড়িতে আত্মীয় স্বজনের আগমন হতে পারে। স্বাস্থ্যের দিকে খেয়াল রাখুন। — [1156, 1950, 1492, 1976]
sudoku-cell[interactable] — [391, 1933, 420, 1970]
solution-cell: ২ — [142, 2085, 161, 2100]
triangle-up-icon: ▲ — [288, 1758, 300, 1770]
gujarat-headline-line-1: গুজরাটে বৈষম্যের বিষ, মন্দিরে — [1174, 1286, 1432, 1311]
sudoku-title: সুদোকু-৩২৩৪ — [10, 1818, 450, 1848]
solution-cell: ৬ — [160, 2085, 179, 2100]
solution-cell: ৫ — [123, 2130, 142, 2145]
sudoku-cell[interactable] — [305, 1895, 334, 1932]
sudoku-cell[interactable]: ৮ — [247, 1895, 276, 1932]
solution-cell: ৪ — [30, 2160, 49, 2175]
sudoku-cell[interactable] — [419, 2082, 448, 2119]
side-story-title: শ্রমিক বোঝাই পিকআপ ভ্যান-গাড়ির মুখোমুখি সংঘর্ষ! মধ্যপ্রদেশে মৃত ১২, শোকপ্রকাশ মোদির — [10, 30, 170, 114]
sudoku-cell[interactable] — [391, 2045, 420, 2082]
solution-cell: ৫ — [48, 2115, 67, 2130]
side-story-byline: নিজস্ব প্রতিনিধি, ৩০ এপ্রিল : — [10, 151, 139, 162]
solution-cell: ৬ — [30, 2145, 49, 2160]
